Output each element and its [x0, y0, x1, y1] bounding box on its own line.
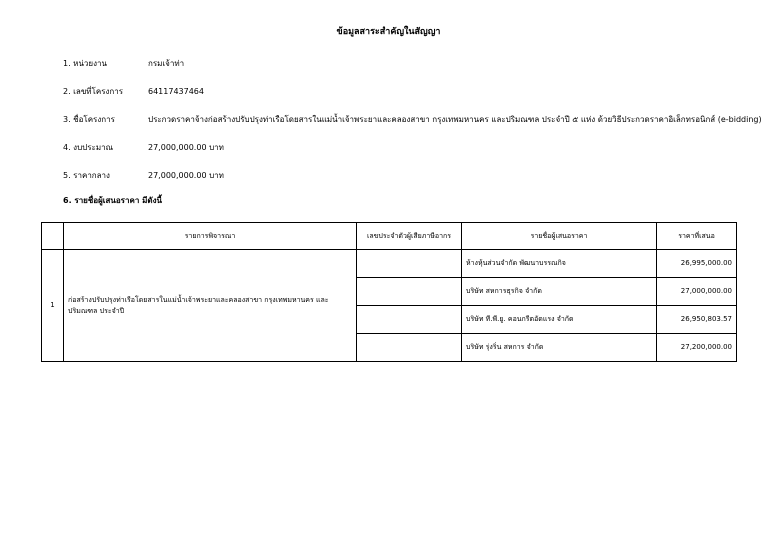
header-index: [42, 223, 64, 250]
header-item: รายการพิจารณา: [64, 223, 357, 250]
field-median-price-label: 5. ราคากลาง: [63, 171, 110, 180]
item-description: ก่อสร้างปรับปรุงท่าเรือโดยสารในแม่น้ำเจ้าพระยาและคลองสาขา กรุงเทพมหานคร และปริมณฑล ประจำปี: [64, 250, 357, 362]
field-project-name-value: ประกวดราคาจ้างก่อสร้างปรับปรุงท่าเรือโดยสารในแม่น้ำเจ้าพระยาและคลองสาขา กรุงเทพมหานคร และปริมณฑล ประจำปี ๕ แห่ง ด้วยวิธีประกวดราคาอิเล็กทรอนิกส์ (e-bidding): [148, 115, 762, 124]
tax-id-cell: [357, 278, 462, 306]
table-header-row: [42, 223, 737, 250]
header-price: ราคาที่เสนอ: [657, 223, 737, 250]
field-budget-value: 27,000,000.00 บาท: [148, 143, 224, 152]
header-bidder-name: รายชื่อผู้เสนอราคา: [462, 223, 657, 250]
bidder-name-cell: ห้างหุ้นส่วนจำกัด พัฒนาบรรณกิจ: [462, 250, 657, 278]
field-median-price-value: 27,000,000.00 บาท: [148, 171, 224, 180]
field-budget-label: 4. งบประมาณ: [63, 143, 114, 152]
bidders-table: [41, 222, 737, 362]
header-tax-id: เลขประจำตัวผู้เสียภาษีอากร: [357, 223, 462, 250]
bid-price-cell: 26,950,803.57: [657, 306, 737, 334]
bid-price-cell: 27,000,000.00: [657, 278, 737, 306]
field-project-number-value: 64117437464: [148, 87, 204, 96]
item-number: 1: [42, 250, 64, 362]
bid-price-cell: 27,200,000.00: [657, 334, 737, 362]
bidder-name-cell: บริษัท ที.พี.ยู. คอนกรีตอัดแรง จำกัด: [462, 306, 657, 334]
tax-id-cell: [357, 306, 462, 334]
document-title: ข้อมูลสาระสำคัญในสัญญา: [336, 27, 441, 37]
bidder-name-cell: บริษัท สหการธุรกิจ จำกัด: [462, 278, 657, 306]
bid-price-cell: 26,995,000.00: [657, 250, 737, 278]
bidder-list-heading: 6. รายชื่อผู้เสนอราคา มีดังนี้: [63, 196, 162, 205]
tax-id-cell: [357, 334, 462, 362]
tax-id-cell: [357, 250, 462, 278]
field-project-name-label: 3. ชื่อโครงการ: [63, 115, 115, 124]
field-project-number-label: 2. เลขที่โครงการ: [63, 87, 124, 96]
bidder-name-cell: บริษัท รุ่งริ่น สหการ จำกัด: [462, 334, 657, 362]
table-row: [42, 250, 737, 278]
field-agency-label: 1. หน่วยงาน: [63, 59, 107, 68]
field-agency-value: กรมเจ้าท่า: [148, 59, 185, 68]
